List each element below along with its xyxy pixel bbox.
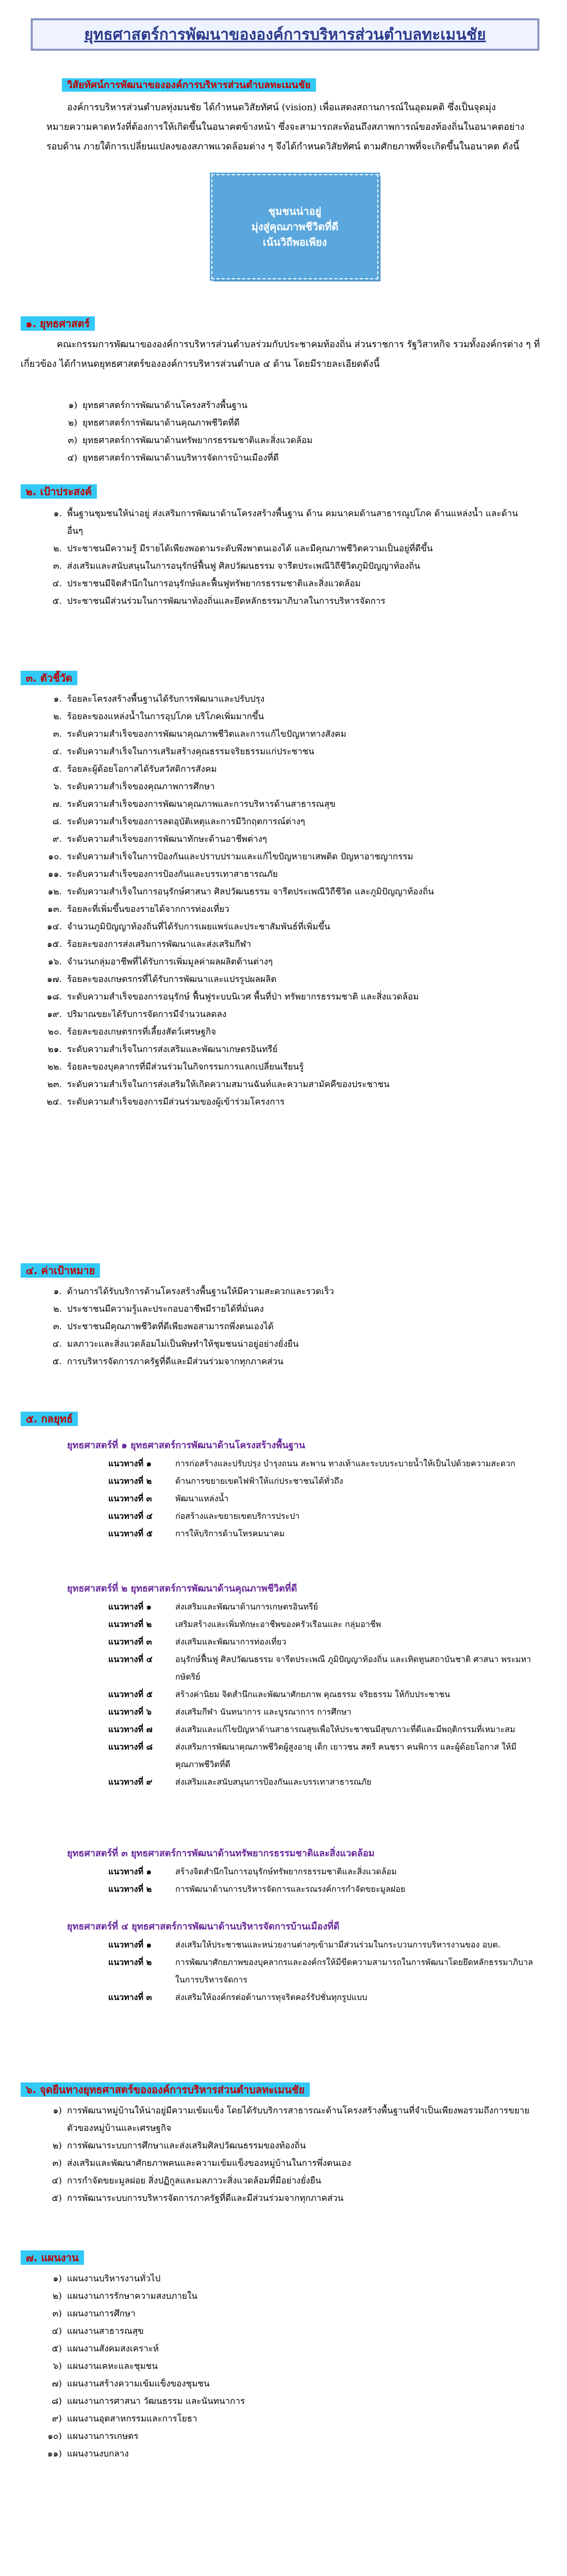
list-item: [36, 883, 531, 901]
list-item-text: ระดับความสำเร็จของการอนุรักษ์ ฟื้นฟูระบบนิเวศ พื้นที่ป่า ทรัพยากรธรรมชาติ และสิ่งแวดล้อม: [67, 992, 419, 1002]
tactic-group-title: ยุทธศาสตร์ที่ ๑ ยุทธศาสตร์การพัฒนาด้านโครงสร้างพื้นฐาน: [67, 1440, 305, 1451]
list-item-text: แผนงานสาธารณสุข: [67, 2326, 144, 2336]
list-item-number: ๑๘.: [46, 992, 62, 1002]
tactic-group-list: [108, 1598, 536, 1791]
list-item: ๕. ประชาชนมีส่วนร่วมในการพัฒนาท้องถิ่นและยึดหลักธรรมาภิบาลในการบริหารจัดการ: [52, 596, 386, 606]
vision-heading-wrap: [62, 77, 316, 93]
list-item: ๔. ประชาชนมีจิตสำนึกในการอนุรักษ์และฟื้นฟูทรัพยากรธรรมชาติและสิ่งแวดล้อม: [52, 579, 361, 589]
list-item: [36, 971, 531, 988]
list-item: ๓. ประชาชนมีคุณภาพชีวิตที่ดีเพียงพอสามารถพึ่งตนเองได้: [53, 1321, 274, 1332]
list-item: [36, 1006, 531, 1023]
list-item-number: ๒๑.: [47, 1044, 62, 1055]
list-item-text: ร้อยละของการส่งเสริมการพัฒนาและส่งเสริมกีฬา: [67, 939, 252, 950]
tactic-group-list: [108, 1863, 536, 1898]
list-item: [36, 760, 531, 778]
strategy-heading-wrap: [21, 315, 95, 332]
list-item-text: แผนงานบริหารงานทั่วไป: [67, 2274, 161, 2284]
list-item-text: จำนวนกลุ่มอาชีพที่ได้รับการเพิ่มมูลค่าผลผลิตด้านต่างๆ: [67, 957, 273, 967]
list-item-text: ระดับความสำเร็จในการส่งเสริมและพัฒนาเกษตรอินทรีย์: [67, 1044, 278, 1055]
list-item: [36, 2445, 531, 2463]
list-item: แนวทางที่ ๑ สร้างจิตสำนึกในการอนุรักษ์ทรัพยากรธรรมชาติและสิ่งแวดล้อม: [108, 1867, 397, 1876]
list-item-text: แผนงานการศึกษา: [67, 2309, 136, 2319]
list-item: แนวทางที่ ๘ ส่งเสริมการพัฒนาคุณภาพชีวิตผู้สูงอายุ เด็ก เยาวชน สตรี คนชรา คนพิการ และผู้ด้อยโอกาส ให้มีคุณภาพชีวิตที่ดี: [108, 1742, 516, 1769]
list-item: [36, 2410, 531, 2428]
list-item-number: ๑.: [53, 694, 62, 704]
indicators-list: [36, 690, 531, 1111]
list-item: [36, 2393, 531, 2410]
list-item: ๒. ประชาชนมีความรู้และประกอบอาชีพมีรายได้ที่มั่นคง: [53, 1304, 264, 1314]
list-item-text: ระดับความสำเร็จของการป้องกันและบรรเทาสาธารณภัย: [67, 869, 278, 879]
list-item-text: ร้อยละที่เพิ่มขึ้นของรายได้จากการท่องเที่ยว: [67, 904, 229, 914]
vision-paragraph: องค์การบริหารส่วนตำบลทุ่งมนชัย ได้กำหนดวิสัยทัศน์ (vision) เพื่อแสดงสถานการณ์ในอุดมคติ ซึ่งเป็นจุดมุ่งหมายความคาดหวังที่ต้องการให้เกิดขึ้นในอนาคตข้างหน้า ซึ่งจะสามารถสะท้อนถึงสภาพการณ์ของท้องถิ่นในอนาคตอย่างรอบด้าน ภายใต้การเปลี่ยนแปลงของสภาพแวดล้อมต่าง ๆ จึงได้กำหนดวิสัยทัศน์ ตามศักยภาพที่จะเกิดขึ้นในอนาคต ดังนี้: [46, 102, 525, 152]
list-item-number: ๙.: [53, 834, 62, 844]
vision-callout-line: เน้นวิถีพอเพียง: [262, 236, 327, 248]
list-item: ๕) การพัฒนาระบบการบริหารจัดการภาครัฐที่ดีและมีส่วนร่วมจากทุกภาคส่วน: [52, 2193, 344, 2204]
tactic-group-title: ยุทธศาสตร์ที่ ๒ ยุทธศาสตร์การพัฒนาด้านคุณภาพชีวิตที่ดี: [67, 1583, 297, 1594]
list-item-number: ๑๕.: [46, 939, 62, 950]
indicators-heading: ๓. ตัวชี้วัด: [21, 671, 77, 685]
list-item-text: ร้อยละของเกษตรกรที่เลี้ยงสัตว์เศรษฐกิจ: [67, 1027, 216, 1037]
tactic-group-list: [108, 1936, 536, 2006]
targets-heading: ๔. ค่าเป้าหมาย: [21, 1263, 100, 1278]
list-item-text: ระดับความสำเร็จของคุณภาพการศึกษา: [67, 782, 215, 792]
list-item-number: ๔): [52, 2326, 62, 2336]
list-item-number: ๑๑.: [48, 869, 62, 879]
list-item-text: ระดับความสำเร็จในการอนุรักษ์ศาสนา ศิลปวัฒนธรรม จารีตประเพณีวิถีชีวิต และภูมิปัญญาท้องถิ่น: [67, 887, 434, 897]
list-item-text: แผนงานอุตสาหกรรมและการโยธา: [67, 2414, 197, 2424]
list-item: แนวทางที่ ๖ ส่งเสริมกีฬา นันทนาการ และบูรณาการ การศึกษา: [108, 1707, 352, 1717]
list-item: แนวทางที่ ๓ ส่งเสริมและพัฒนาการท่องเที่ยว: [108, 1637, 287, 1647]
page-title-box: [31, 19, 539, 50]
list-item: [36, 1076, 531, 1093]
list-item: [36, 2340, 531, 2358]
vision-callout-line: ชุมชนน่าอยู่: [268, 205, 322, 217]
list-item: [36, 690, 531, 708]
list-item-number: ๗): [52, 2379, 62, 2389]
list-item: แนวทางที่ ๒ ด้านการขยายเขตไฟฟ้าให้แก่ประชาชนได้ทั่วถึง: [108, 1476, 343, 1486]
list-item: [36, 953, 531, 971]
page-title: ยุทธศาสตร์การพัฒนาขององค์การบริหารส่วนตำบลทะเมนชัย: [84, 25, 486, 44]
tactic-group-title: ยุทธศาสตร์ที่ ๔ ยุทธศาสตร์การพัฒนาด้านบริหารจัดการบ้านเมืองที่ดี: [67, 1921, 340, 1932]
list-item: [36, 2305, 531, 2323]
list-item: [36, 831, 531, 848]
list-item: แนวทางที่ ๒ การพัฒนาด้านการบริหารจัดการและรณรงค์การกำจัดขยะมูลฝอย: [108, 1884, 406, 1894]
list-item: [36, 1093, 531, 1111]
list-item: [36, 988, 531, 1006]
list-item: [36, 1023, 531, 1041]
list-item: [36, 2323, 531, 2340]
list-item: [36, 725, 531, 743]
list-item-number: ๕): [52, 2344, 62, 2354]
list-item-text: แผนงานสร้างความเข้มแข็งของชุมชน: [67, 2379, 210, 2389]
list-item-text: แผนงานการรักษาความสงบภายใน: [67, 2291, 197, 2301]
list-item: ๓) ส่งเสริมและพัฒนาศักยภาพคนและความเข้มแข็งของหมู่บ้านในการพึ่งตนเอง: [52, 2158, 352, 2168]
list-item: [36, 2287, 531, 2305]
list-item: ๒. ประชาชนมีความรู้ มีรายได้เพียงพอตามระดับพึงพาตนเองได้ และมีคุณภาพชีวิตความเป็นอยู่ที่ดีขึ้น: [53, 544, 433, 554]
list-item: [36, 708, 531, 725]
list-item: แนวทางที่ ๔ ก่อสร้างและขยายเขตบริการประปา: [108, 1511, 300, 1521]
list-item-number: ๑๐): [47, 2431, 62, 2442]
tactic-group-title: ยุทธศาสตร์ที่ ๓ ยุทธศาสตร์การพัฒนาด้านทรัพยากรธรรมชาติและสิ่งแวดล้อม: [67, 1848, 375, 1859]
tactics-heading: ๕. กลยุทธ์: [21, 1412, 78, 1426]
list-item-text: ร้อยละโครงสร้างพื้นฐานได้รับการพัฒนาและปรับปรุง: [67, 694, 265, 704]
list-item-number: ๒๒.: [47, 1062, 62, 1072]
list-item-number: ๒๐.: [48, 1027, 62, 1037]
list-item-text: ระดับความสำเร็จของการพัฒนาคุณภาพและการบริหารด้านสาธารณสุข: [67, 799, 336, 809]
list-item: [36, 901, 531, 918]
list-item-number: ๑๔.: [46, 922, 62, 932]
list-item-text: ระดับความสำเร็จในการป้องกันและปราบปรามและแก้ไขปัญหายาเสพติด ปัญหาอาชญากรรม: [67, 852, 413, 862]
list-item: ๕. การบริหารจัดการภาครัฐที่ดีและมีส่วนร่วมจากทุกภาคส่วน: [52, 1357, 284, 1367]
list-item-text: ระดับความสำเร็จของการพัฒนาคุณภาพชีวิตและการแก้ไขปัญหาทางสังคม: [67, 729, 346, 739]
list-item: ๒) ยุทธศาสตร์การพัฒนาด้านคุณภาพชีวิตที่ดี: [68, 418, 240, 428]
list-item-number: ๒): [53, 2291, 62, 2301]
list-item-number: ๑๑): [47, 2449, 62, 2459]
focus-list: [36, 2102, 531, 2207]
list-item: แนวทางที่ ๕ สร้างค่านิยม จิตสำนึกและพัฒนาศักยภาพ คุณธรรม จริยธรรม ให้กับประชาชน: [108, 1689, 451, 1699]
goals-heading-wrap: [21, 483, 97, 500]
list-item: [36, 2428, 531, 2445]
focus-heading: ๖. จุดยืนทางยุทธศาสตร์ขององค์การบริหารส่วนตำบลทะเมนชัย: [21, 2082, 310, 2097]
list-item: ๔) ยุทธศาสตร์การพัฒนาด้านบริหารจัดการบ้านเมืองที่ดี: [67, 453, 279, 463]
list-item-text: แผนงานการเกษตร: [67, 2431, 139, 2442]
plans-heading-wrap: [21, 2249, 84, 2266]
list-item-number: ๑๙.: [47, 1009, 62, 1020]
list-item-number: ๔.: [52, 747, 62, 757]
list-item-number: ๓): [52, 2309, 62, 2319]
list-item-number: ๙): [52, 2414, 62, 2424]
goals-list: [36, 505, 531, 610]
list-item-number: ๘.: [52, 817, 62, 827]
list-item: [36, 795, 531, 813]
list-item-text: ระดับความสำเร็จของการลดอุบัติเหตุและการมีวิกฤตการณ์ต่างๆ: [67, 817, 305, 827]
list-item-text: แผนงานการศาสนา วัฒนธรรม และนันทนาการ: [67, 2396, 245, 2406]
list-item: [36, 848, 531, 866]
targets-heading-wrap: [21, 1262, 100, 1279]
tactic-group-list: [108, 1455, 536, 1543]
list-item: ๑. พื้นฐานชุมชนให้น่าอยู่ ส่งเสริมการพัฒนาด้านโครงสร้างพื้นฐาน ด้าน คมนาคมด้านสาธารณูปโภค ด้านแหล่งน้ำ และด้านอื่นๆ: [53, 509, 518, 536]
list-item-text: แผนงานงบกลาง: [67, 2449, 129, 2459]
list-item-number: ๕.: [52, 764, 62, 774]
list-item: [36, 813, 531, 831]
list-item: แนวทางที่ ๕ การให้บริการด้านโทรคมนาคม: [108, 1529, 285, 1538]
list-item: [36, 1041, 531, 1058]
focus-heading-wrap: [21, 2081, 310, 2098]
list-item-text: ระดับความสำเร็จในการส่งเสริมให้เกิดความสมานฉันท์และความสามัคคีของประชาชน: [67, 1079, 390, 1090]
list-item: ๔) การกำจัดขยะมูลฝอย สิ่งปฏิกูลและมลภาวะสิ่งแวดล้อมที่มีอย่างยั่งยืน: [52, 2176, 322, 2186]
list-item-number: ๗.: [52, 799, 62, 809]
list-item: [36, 1058, 531, 1076]
vision-heading: วิสัยทัศน์การพัฒนาขององค์การบริหารส่วนตำบลทะเมนชัย: [62, 78, 316, 92]
list-item: ๒) การพัฒนาระบบการศึกษาและส่งเสริมศิลปวัฒนธรรมของท้องถิ่น: [53, 2141, 306, 2151]
strategy-heading: ๑. ยุทธศาสตร์: [21, 316, 95, 331]
vision-callout-line: มุ่งสู่คุณภาพชีวิตที่ดี: [251, 221, 339, 233]
list-item: [36, 918, 531, 936]
list-item: แนวทางที่ ๑ ส่งเสริมให้ประชาชนและหน่วยงานต่างๆเข้ามามีส่วนร่วมในกระบวนการบริหารงานของ อบต.: [108, 1940, 501, 1950]
goals-heading: ๒. เป้าประสงค์: [21, 484, 97, 499]
list-item-text: ระดับความสำเร็จในการเสริมสร้างคุณธรรมจริยธรรมแก่ประชาชน: [67, 747, 314, 757]
list-item-number: ๑): [53, 2274, 62, 2284]
list-item: ๔. มลภาวะและสิ่งแวดล้อมไม่เป็นพิษทำให้ชุมชนน่าอยู่อย่างยั่งยืน: [52, 1339, 299, 1349]
list-item: แนวทางที่ ๗ ส่งเสริมและแก้ไขปัญหาด้านสาธารณสุขเพื่อให้ประชาชนมีสุขภาวะที่ดีและมีพฤติกรรมที่เหมาะสม: [108, 1724, 515, 1734]
list-item-number: ๖.: [53, 782, 62, 792]
strategy-list: [52, 397, 515, 467]
list-item: แนวทางที่ ๒ เสริมสร้างและเพิ่มทักษะอาชีพของครัวเรือนและ กลุ่มอาชีพ: [108, 1619, 381, 1629]
list-item: [36, 866, 531, 883]
list-item: ๑. ด้านการได้รับบริการด้านโครงสร้างพื้นฐานให้มีความสะดวกและรวดเร็ว: [53, 1286, 334, 1297]
list-item: แนวทางที่ ๔ อนุรักษ์ฟื้นฟู ศิลปวัฒนธรรม จารีตประเพณี ภูมิปัญญาท้องถิ่น และเทิดทูนสถาบันชาติ ศาสนา พระมหากษัตริย์: [108, 1654, 531, 1682]
list-item: แนวทางที่ ๙ ส่งเสริมและสนับสนุนการป้องกันและบรรเทาสาธารณภัย: [108, 1777, 372, 1787]
list-item-number: ๓.: [53, 729, 62, 739]
list-item: ๓) ยุทธศาสตร์การพัฒนาด้านทรัพยากรธรรมชาติและสิ่งแวดล้อม: [68, 435, 313, 446]
list-item-number: ๒.: [53, 711, 62, 722]
list-item: [36, 2358, 531, 2375]
plans-heading: ๗. แผนงาน: [21, 2250, 84, 2265]
targets-list: [36, 1283, 531, 1370]
list-item-text: จำนวนภูมิปัญญาท้องถิ่นที่ได้รับการเผยแพร่และประชาสัมพันธ์ที่เพิ่มขึ้น: [67, 922, 330, 932]
list-item: แนวทางที่ ๓ พัฒนาแหล่งน้ำ: [108, 1494, 229, 1503]
list-item: แนวทางที่ ๑ การก่อสร้างและปรับปรุง บำรุงถนน สะพาน ทางเท้าและระบบระบายน้ำให้เป็นไปด้วยความสะดวก: [108, 1459, 515, 1468]
list-item-number: ๑๓.: [47, 904, 62, 914]
list-item: [36, 936, 531, 953]
list-item-number: ๑๗.: [47, 974, 62, 985]
tactics-heading-wrap: [21, 1411, 78, 1427]
list-item: ๑) การพัฒนาหมู่บ้านให้น่าอยู่มีความเข้มแข็ง โดยได้รับบริการสาธารณะด้านโครงสร้างพื้นฐานที่จำเป็นเพียงพอรวมถึงการขยายตัวของหมู่บ้านและเศรษฐกิจ: [53, 2106, 530, 2133]
list-item: แนวทางที่ ๒ การพัฒนาศักยภาพของบุคลากรและองค์กรให้มีขีดความสามารถในการพัฒนาโดยยึดหลักธรรมาภิบาลในการบริหารจัดการ: [108, 1957, 533, 1985]
list-item-number: ๑๐.: [48, 852, 62, 862]
list-item: [36, 743, 531, 760]
list-item-text: ร้อยละของบุคลากรที่มีส่วนร่วมในกิจกรรมการแลกเปลี่ยนเรียนรู้: [67, 1062, 304, 1072]
indicators-heading-wrap: [21, 670, 77, 686]
list-item-number: ๖): [53, 2361, 62, 2371]
list-item: ๑) ยุทธศาสตร์การพัฒนาด้านโครงสร้างพื้นฐาน: [68, 400, 247, 411]
list-item: แนวทางที่ ๓ ส่งเสริมให้องค์กรต่อต้านการทุจริตคอร์รัปชั่นทุกรูปแบบ: [108, 1992, 368, 2002]
list-item-number: ๘): [52, 2396, 62, 2406]
plans-list: [36, 2270, 531, 2463]
list-item-number: ๑๖.: [48, 957, 62, 967]
strategy-intro: คณะกรรมการพัฒนาขององค์การบริหารส่วนตำบลร่วมกับประชาคมท้องถิ่น ส่วนราชการ รัฐวิสาหกิจ รวมทั้งองค์กรต่าง ๆ ที่เกี่ยวข้อง ได้กำหนดยุทธศาสตร์ขององค์การบริหารส่วนตำบล ๔ ด้าน โดยมีรายละเอียดดังนี้: [21, 339, 540, 369]
list-item-number: ๑๒.: [47, 887, 62, 897]
list-item-number: ๒๔.: [46, 1097, 62, 1107]
list-item-text: ปริมาณขยะได้รับการจัดการมีจำนวนลดลง: [67, 1009, 227, 1020]
list-item-text: ร้อยละของเกษตรกรที่ได้รับการพัฒนาและแปรรูปผลผลิต: [67, 974, 277, 985]
list-item: ๓. ส่งเสริมและสนับสนุนในการอนุรักษ์ฟื้นฟู ศิลปวัฒนธรรม จารีตประเพณีวิถีชีวิตภูมิปัญญาท้องถิ่น: [53, 561, 421, 571]
list-item-text: แผนงานสังคมสงเคราะห์: [67, 2344, 159, 2354]
list-item-text: ร้อยละของแหล่งน้ำในการอุปโภค บริโภคเพิ่มมากขึ้น: [67, 711, 264, 722]
list-item: [36, 2375, 531, 2393]
list-item: [36, 2270, 531, 2287]
vision-callout: [211, 174, 378, 279]
list-item: [36, 778, 531, 795]
list-item-number: ๒๓.: [47, 1079, 62, 1090]
list-item-text: ร้อยละผู้ด้อยโอกาสได้รับสวัสดิการสังคม: [67, 764, 217, 774]
list-item: แนวทางที่ ๑ ส่งเสริมและพัฒนาด้านการเกษตรอินทรีย์: [108, 1602, 318, 1612]
list-item-text: ระดับความสำเร็จของการมีส่วนร่วมของผู้เข้าร่วมโครงการ: [67, 1097, 285, 1107]
list-item-text: แผนงานเคหะและชุมชน: [67, 2361, 158, 2371]
list-item-text: ระดับความสำเร็จของการพัฒนาทักษะด้านอาชีพต่างๆ: [67, 834, 267, 844]
